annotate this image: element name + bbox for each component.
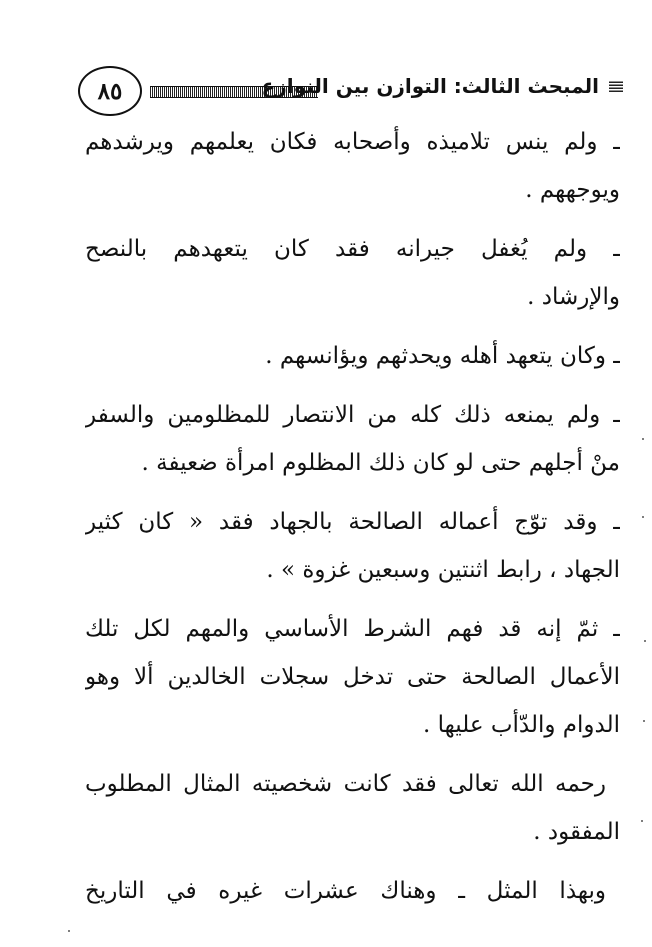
text-line: رحمه الله تعالى فقد كانت شخصيته المثال المطلوب: [85, 771, 606, 797]
chapter-title: المبحث الثالث: التوازن بين النوازع: [261, 74, 599, 98]
text-line: ـ وقد توّج أعماله الصالحة بالجهاد فقد « كان كثير: [85, 509, 620, 535]
page-header: [78, 66, 623, 120]
text-line: المفقود .: [533, 819, 620, 845]
paragraph: [85, 760, 620, 856]
paragraph: [85, 225, 620, 321]
text-line: الأعمال الصالحة حتى تدخل سجلات الخالدين ألا وهو: [85, 664, 620, 690]
text-line: ويوجههم .: [525, 177, 620, 203]
page-number: ٨٥: [78, 66, 142, 116]
paragraph: [85, 867, 620, 915]
text-line: وبهذا المثل ـ وهناك عشرات غيره في التاريخ: [85, 878, 606, 904]
text-line: ـ وكان يتعهد أهله ويحدثهم ويؤانسهم .: [265, 343, 620, 369]
text-line: والإرشاد .: [527, 284, 620, 310]
header-marker-icon: [609, 80, 623, 92]
paragraph: [85, 498, 620, 594]
text-line: ـ ولم يمنعه ذلك كله من الانتصار للمظلومين والسفر: [85, 402, 620, 428]
page-body: [85, 118, 620, 915]
paragraph: [85, 391, 620, 487]
paragraph: [85, 118, 620, 214]
paragraph: [85, 605, 620, 749]
text-line: الدوام والدّأب عليها .: [423, 712, 620, 738]
text-line: الجهاد ، رابط اثنتين وسبعين غزوة » .: [266, 557, 620, 583]
text-line: ـ ثمّ إنه قد فهم الشرط الأساسي والمهم لكل تلك: [85, 616, 620, 642]
text-line: منْ أجلهم حتى لو كان ذلك المظلوم امرأة ضعيفة .: [141, 450, 620, 476]
paragraph: [85, 332, 620, 380]
text-line: ـ ولم يُغفل جيرانه فقد كان يتعهدهم بالنصح: [85, 236, 620, 262]
text-line: ـ ولم ينس تلاميذه وأصحابه فكان يعلمهم ويرشدهم: [85, 129, 620, 155]
